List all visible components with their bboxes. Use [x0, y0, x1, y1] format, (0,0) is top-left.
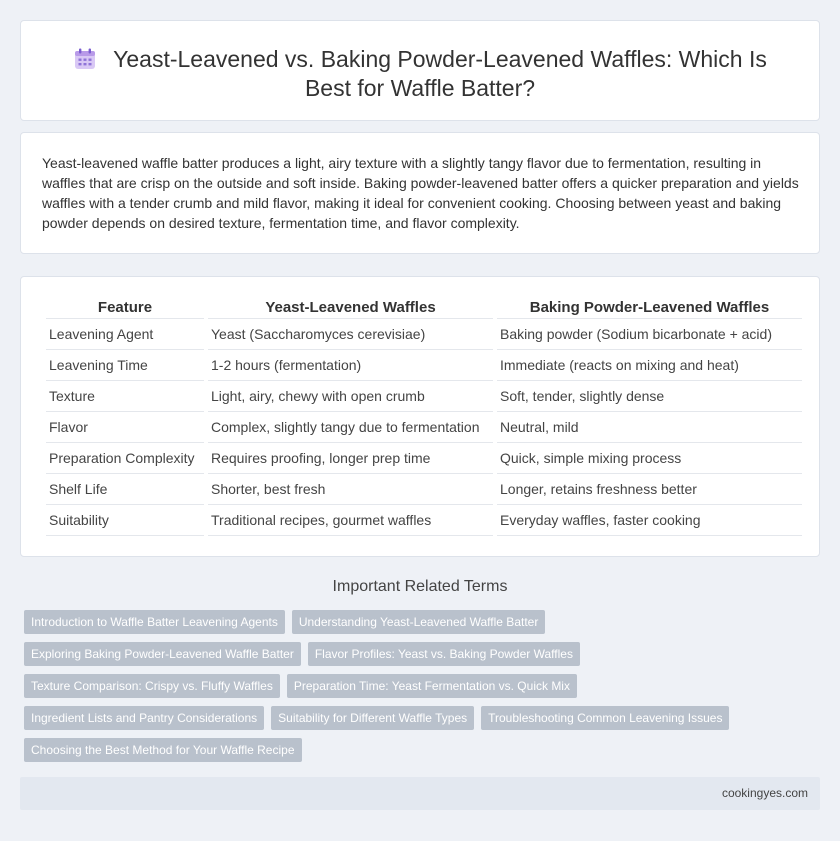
comparison-card	[20, 276, 820, 557]
related-term-tag[interactable]: Choosing the Best Method for Your Waffle Recipe	[24, 738, 302, 762]
table-cell: Shelf Life	[46, 474, 204, 505]
table-cell: Preparation Complexity	[46, 443, 204, 474]
page-title	[21, 45, 819, 103]
table-row	[46, 474, 802, 505]
table-row	[46, 381, 802, 412]
related-term-tag[interactable]: Flavor Profiles: Yeast vs. Baking Powder Waffles	[308, 642, 580, 666]
table-row	[46, 319, 802, 350]
table-cell: Yeast (Saccharomyces cerevisiae)	[208, 319, 493, 350]
table-cell: Suitability	[46, 505, 204, 536]
table-cell: Neutral, mild	[497, 412, 802, 443]
table-cell: Soft, tender, slightly dense	[497, 381, 802, 412]
table-cell: Texture	[46, 381, 204, 412]
column-header: Yeast-Leavened Waffles	[208, 294, 493, 319]
table-cell: Quick, simple mixing process	[497, 443, 802, 474]
table-cell: Everyday waffles, faster cooking	[497, 505, 802, 536]
footer-site-link[interactable]: cookingyes.com	[721, 786, 808, 800]
related-term-tag[interactable]: Ingredient Lists and Pantry Considerations	[24, 706, 264, 730]
table-cell: Immediate (reacts on mixing and heat)	[497, 350, 802, 381]
table-cell: 1-2 hours (fermentation)	[208, 350, 493, 381]
table-cell: Leavening Agent	[46, 319, 204, 350]
calendar-icon	[73, 48, 97, 70]
related-term-tag[interactable]: Exploring Baking Powder-Leavened Waffle Batter	[24, 642, 301, 666]
table-cell: Longer, retains freshness better	[497, 474, 802, 505]
table-cell: Traditional recipes, gourmet waffles	[208, 505, 493, 536]
footer	[20, 777, 820, 810]
related-terms-heading: Important Related Terms	[332, 578, 508, 595]
related-term-tag[interactable]: Suitability for Different Waffle Types	[271, 706, 474, 730]
related-terms-list	[24, 610, 814, 770]
table-cell: Baking powder (Sodium bicarbonate + acid)	[497, 319, 802, 350]
table-row	[46, 505, 802, 536]
related-term-tag[interactable]: Introduction to Waffle Batter Leavening Agents	[24, 610, 285, 634]
table-cell: Complex, slightly tangy due to fermentation	[208, 412, 493, 443]
title-card	[20, 20, 820, 121]
comparison-table	[42, 294, 806, 536]
table-header-row	[46, 294, 802, 319]
table-cell: Shorter, best fresh	[208, 474, 493, 505]
related-term-tag[interactable]: Understanding Yeast-Leavened Waffle Batter	[292, 610, 546, 634]
table-row	[46, 443, 802, 474]
table-row	[46, 350, 802, 381]
summary-card	[20, 132, 820, 254]
column-header: Baking Powder-Leavened Waffles	[497, 294, 802, 319]
related-term-tag[interactable]: Troubleshooting Common Leavening Issues	[481, 706, 729, 730]
related-term-tag[interactable]: Preparation Time: Yeast Fermentation vs. Quick Mix	[287, 674, 577, 698]
related-term-tag[interactable]: Texture Comparison: Crispy vs. Fluffy Waffles	[24, 674, 280, 698]
page-title-text: Yeast-Leavened vs. Baking Powder-Leavened Waffles: Which Is Best for Waffle Batter?	[113, 46, 767, 101]
table-cell: Flavor	[46, 412, 204, 443]
table-cell: Leavening Time	[46, 350, 204, 381]
table-cell: Light, airy, chewy with open crumb	[208, 381, 493, 412]
column-header: Feature	[46, 294, 204, 319]
table-row	[46, 412, 802, 443]
table-cell: Requires proofing, longer prep time	[208, 443, 493, 474]
summary-text: Yeast-leavened waffle batter produces a light, airy texture with a slightly tangy flavor due to fermentation, resulting in waffles that are crisp on the outside and soft inside. Baking powder-leavened batter offers a quicker preparation and yields waffles with a tender crumb and mild flavor, making it ideal for convenient cooking. Choosing between yeast and baking powder depends on desired texture, fermentation time, and flavor complexity.	[42, 155, 799, 231]
